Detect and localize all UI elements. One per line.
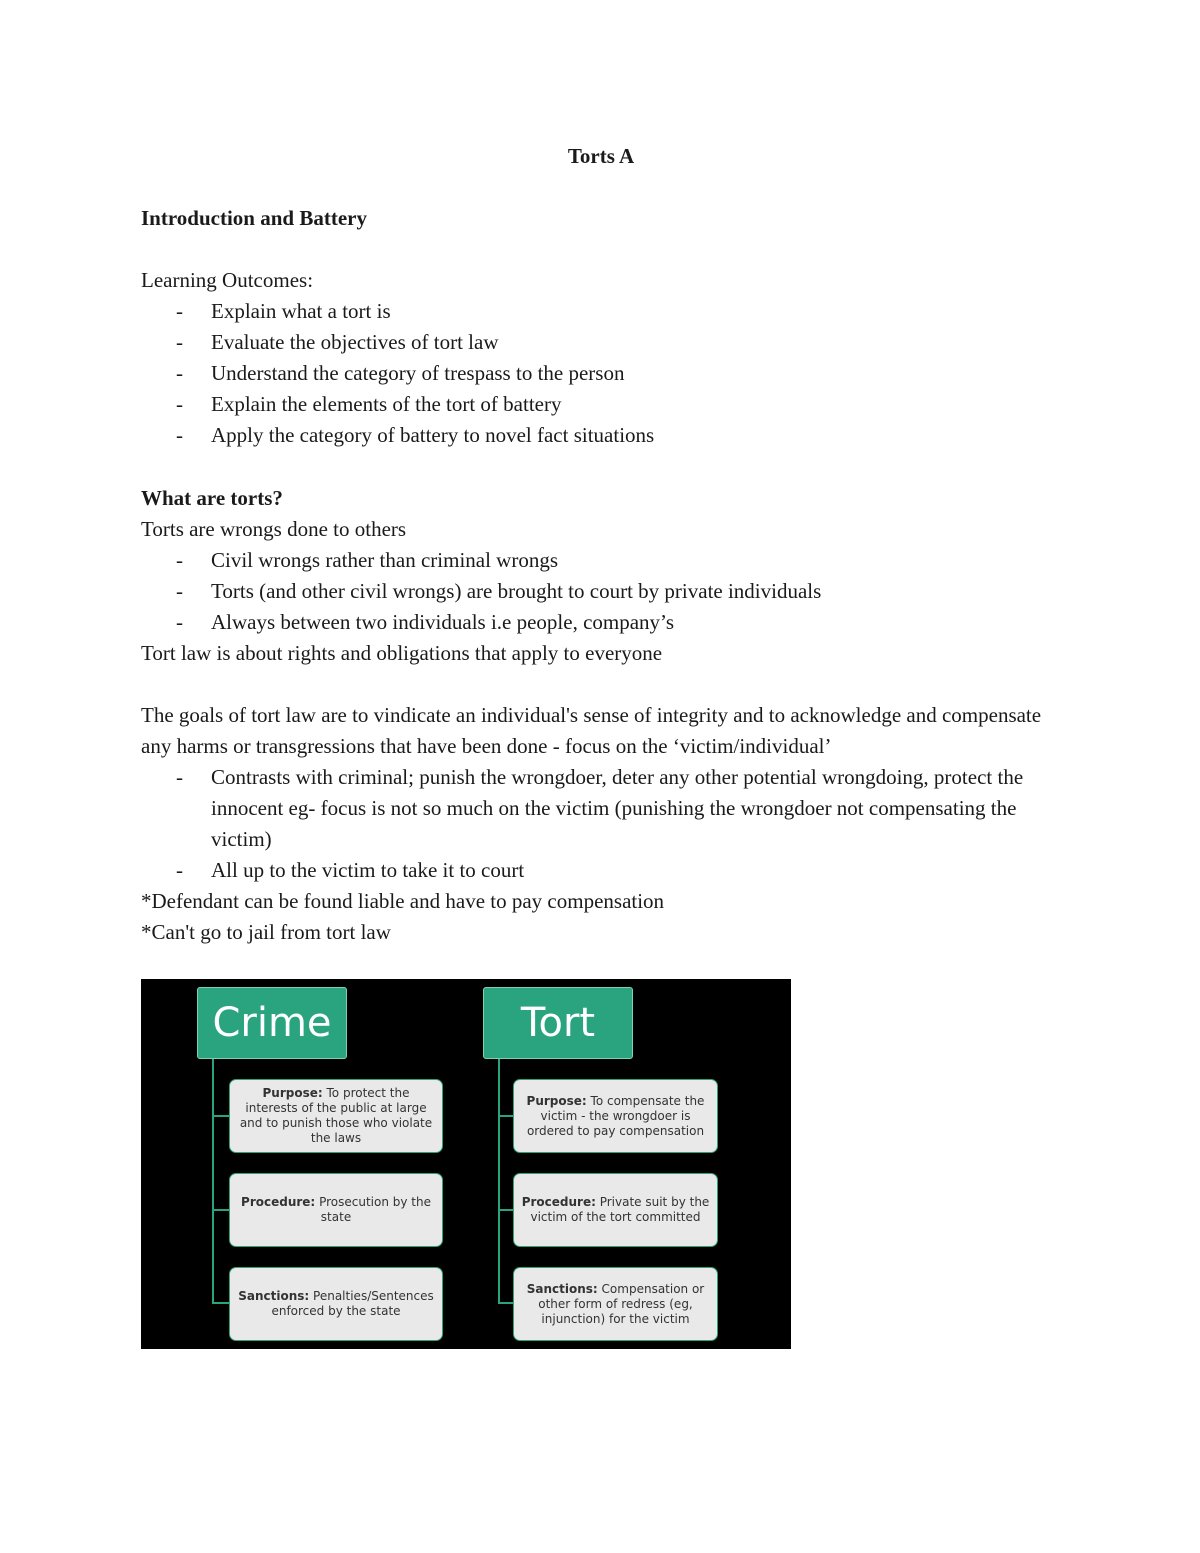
tort-connector-line bbox=[498, 1059, 500, 1304]
list-item: - Contrasts with criminal; punish the wrongdoer, deter any other potential wrongdoing, protect the innocent eg- focus is not so much on the victim (punishing the wrongdoer not compensating the victim) bbox=[141, 762, 1056, 855]
list-item: - Apply the category of battery to novel fact situations bbox=[141, 420, 1061, 451]
list-item: - Understand the category of trespass to the person bbox=[141, 358, 1061, 389]
dash-bullet: - bbox=[176, 392, 183, 416]
dash-bullet: - bbox=[176, 330, 183, 354]
torts-points-list bbox=[141, 545, 1061, 638]
dash-bullet: - bbox=[176, 361, 183, 385]
crime-procedure-box: Procedure: Prosecution by the state bbox=[229, 1173, 443, 1247]
crime-purpose-box: Purpose: To protect the interests of the public at large and to punish those who violate the laws bbox=[229, 1079, 443, 1153]
section-heading-introduction: Introduction and Battery bbox=[141, 206, 367, 230]
crime-connector-line bbox=[212, 1059, 214, 1304]
list-item: - Explain what a tort is bbox=[141, 296, 1061, 327]
crime-connector-branch bbox=[212, 1302, 229, 1304]
tort-connector-branch bbox=[498, 1115, 513, 1117]
torts-definition bbox=[141, 514, 1061, 669]
dash-bullet: - bbox=[176, 579, 183, 603]
note-no-jail: *Can't go to jail from tort law bbox=[141, 920, 391, 944]
crime-connector-branch bbox=[212, 1209, 229, 1211]
tort-procedure-box: Procedure: Private suit by the victim of the tort committed bbox=[513, 1173, 718, 1247]
document-title: Torts A bbox=[567, 144, 635, 168]
torts-intro: Torts are wrongs done to others bbox=[141, 517, 407, 541]
dash-bullet: - bbox=[176, 610, 183, 634]
dash-bullet: - bbox=[176, 299, 183, 323]
tort-connector-branch bbox=[498, 1209, 513, 1211]
crime-sanctions-box: Sanctions: Penalties/Sentences enforced by the state bbox=[229, 1267, 443, 1341]
tort-connector-branch bbox=[498, 1302, 513, 1304]
list-item: - Torts (and other civil wrongs) are brought to court by private individuals bbox=[141, 576, 1061, 607]
tort-heading: Tort bbox=[483, 987, 633, 1059]
tort-sanctions-box: Sanctions: Compensation or other form of redress (eg, injunction) for the victim bbox=[513, 1267, 718, 1341]
list-item: - All up to the victim to take it to court bbox=[141, 855, 1056, 886]
goals-paragraph: The goals of tort law are to vindicate an individual's sense of integrity and to acknowledge and compensate any harms or transgressions that have been done - focus on the ‘victim/individual’ bbox=[141, 703, 1042, 758]
dash-bullet: - bbox=[176, 423, 183, 447]
crime-connector-branch bbox=[212, 1115, 229, 1117]
list-item: - Evaluate the objectives of tort law bbox=[141, 327, 1061, 358]
section-heading-what-are-torts: What are torts? bbox=[141, 486, 283, 510]
list-item: - Explain the elements of the tort of battery bbox=[141, 389, 1061, 420]
list-item: - Civil wrongs rather than criminal wrongs bbox=[141, 545, 1061, 576]
tort-law-goals bbox=[141, 700, 1056, 948]
crime-vs-tort-figure bbox=[141, 979, 791, 1349]
goals-points-list bbox=[141, 762, 1056, 886]
tort-purpose-box: Purpose: To compensate the victim - the wrongdoer is ordered to pay compensation bbox=[513, 1079, 718, 1153]
learning-outcomes-label: Learning Outcomes: bbox=[141, 268, 314, 292]
dash-bullet: - bbox=[176, 858, 183, 882]
list-item: - Always between two individuals i.e people, company’s bbox=[141, 607, 1061, 638]
dash-bullet: - bbox=[176, 548, 183, 572]
learning-outcomes bbox=[141, 265, 1061, 451]
dash-bullet: - bbox=[176, 765, 183, 789]
crime-heading: Crime bbox=[197, 987, 347, 1059]
learning-outcomes-list bbox=[141, 296, 1061, 451]
tort-law-summary: Tort law is about rights and obligations that apply to everyone bbox=[141, 641, 663, 665]
note-defendant-liable: *Defendant can be found liable and have to pay compensation bbox=[141, 889, 665, 913]
